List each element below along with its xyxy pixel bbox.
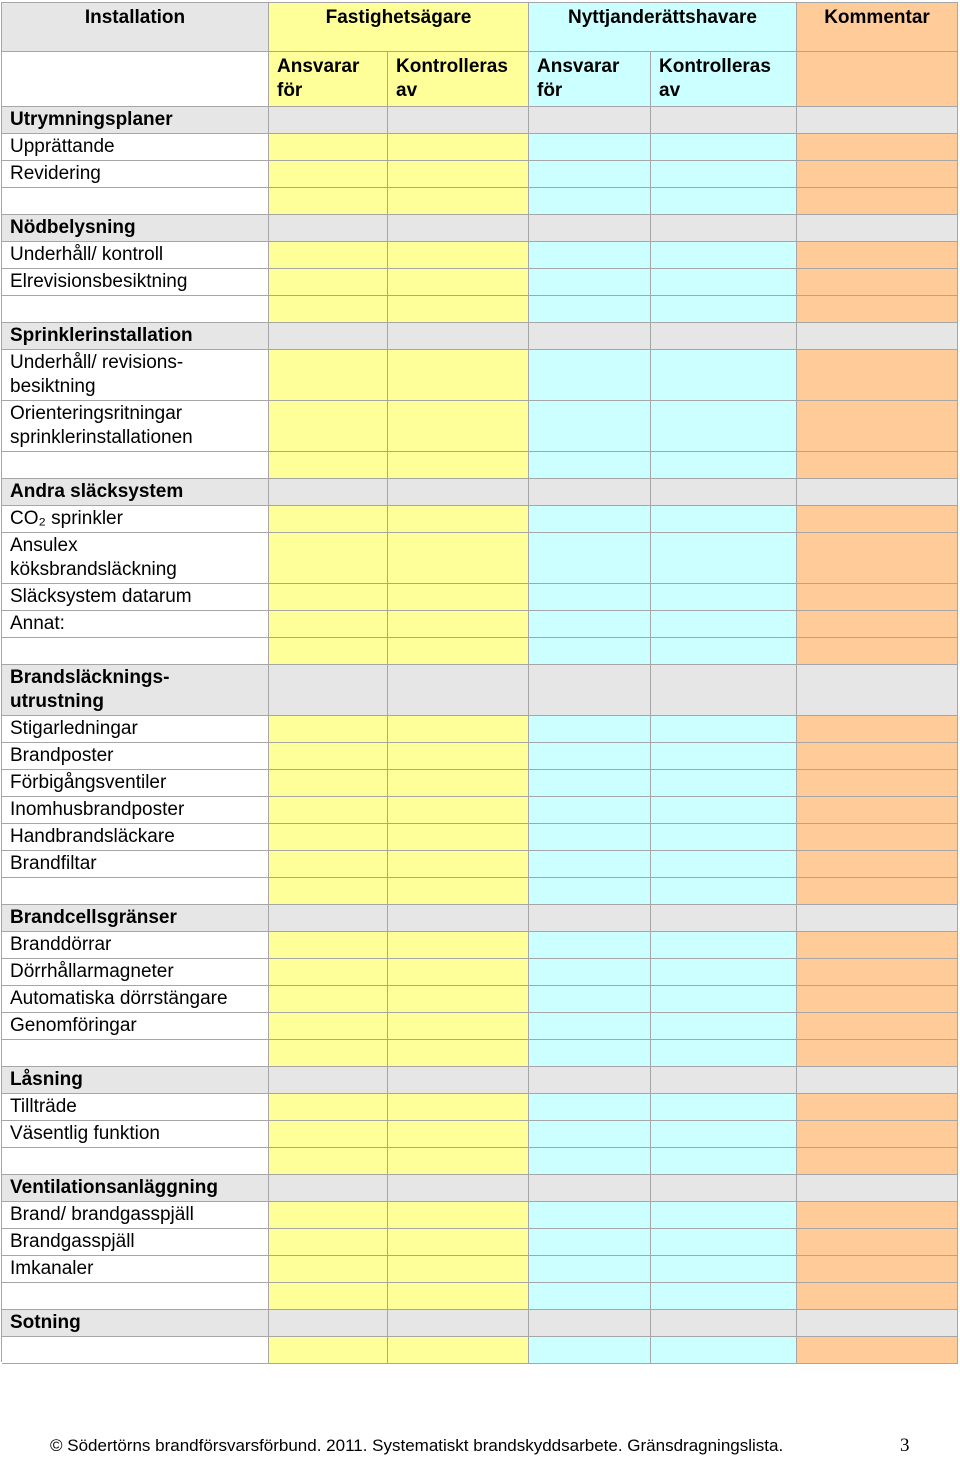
entry-cell bbox=[388, 350, 529, 401]
heading-cell bbox=[797, 479, 958, 506]
heading-cell bbox=[651, 1067, 797, 1094]
entry-cell bbox=[529, 1121, 651, 1148]
entry-cell bbox=[269, 134, 388, 161]
entry-cell bbox=[529, 824, 651, 851]
entry-cell bbox=[269, 242, 388, 269]
entry-cell bbox=[797, 986, 958, 1013]
entry-cell bbox=[651, 1094, 797, 1121]
entry-cell bbox=[269, 1148, 388, 1175]
heading-cell bbox=[797, 1310, 958, 1337]
entry-cell bbox=[269, 1229, 388, 1256]
heading-cell bbox=[797, 905, 958, 932]
entry-cell bbox=[797, 1094, 958, 1121]
heading-cell bbox=[651, 215, 797, 242]
heading-cell bbox=[797, 1067, 958, 1094]
entry-cell bbox=[388, 161, 529, 188]
item-label: CO₂ sprinkler bbox=[2, 506, 269, 533]
entry-cell bbox=[269, 533, 388, 584]
entry-cell bbox=[651, 134, 797, 161]
entry-cell bbox=[529, 797, 651, 824]
entry-cell bbox=[797, 242, 958, 269]
entry-cell bbox=[388, 584, 529, 611]
entry-cell bbox=[269, 986, 388, 1013]
entry-cell bbox=[651, 611, 797, 638]
spacer-row-label bbox=[2, 296, 269, 323]
header-installation: Installation bbox=[2, 3, 269, 52]
heading-cell bbox=[797, 215, 958, 242]
entry-cell bbox=[529, 1202, 651, 1229]
entry-cell bbox=[797, 161, 958, 188]
entry-cell bbox=[529, 269, 651, 296]
entry-cell bbox=[388, 959, 529, 986]
entry-cell bbox=[529, 533, 651, 584]
heading-cell bbox=[529, 1310, 651, 1337]
section-heading: Brandcellsgränser bbox=[2, 905, 269, 932]
entry-cell bbox=[529, 611, 651, 638]
heading-cell bbox=[269, 107, 388, 134]
entry-cell bbox=[651, 797, 797, 824]
entry-cell bbox=[797, 1202, 958, 1229]
entry-cell bbox=[797, 851, 958, 878]
entry-cell bbox=[388, 824, 529, 851]
entry-cell bbox=[388, 1283, 529, 1310]
heading-cell bbox=[269, 479, 388, 506]
heading-cell bbox=[651, 1175, 797, 1202]
spacer-row-label bbox=[2, 878, 269, 905]
entry-cell bbox=[797, 1040, 958, 1067]
heading-cell bbox=[388, 215, 529, 242]
entry-cell bbox=[269, 743, 388, 770]
entry-cell bbox=[651, 242, 797, 269]
entry-cell bbox=[269, 1256, 388, 1283]
heading-cell bbox=[529, 905, 651, 932]
header-owner: Fastighetsägare bbox=[269, 3, 529, 52]
subheader-comment-blank bbox=[797, 52, 958, 107]
entry-cell bbox=[651, 350, 797, 401]
section-heading: Låsning bbox=[2, 1067, 269, 1094]
entry-cell bbox=[651, 959, 797, 986]
entry-cell bbox=[388, 716, 529, 743]
heading-cell bbox=[797, 1175, 958, 1202]
subheader-blank bbox=[2, 52, 269, 107]
entry-cell bbox=[388, 1229, 529, 1256]
entry-cell bbox=[797, 770, 958, 797]
heading-cell bbox=[388, 479, 529, 506]
entry-cell bbox=[529, 1256, 651, 1283]
item-label: Släcksystem datarum bbox=[2, 584, 269, 611]
entry-cell bbox=[269, 638, 388, 665]
entry-cell bbox=[388, 1337, 529, 1364]
entry-cell bbox=[529, 770, 651, 797]
entry-cell bbox=[797, 401, 958, 452]
entry-cell bbox=[651, 1040, 797, 1067]
entry-cell bbox=[529, 401, 651, 452]
heading-cell bbox=[269, 665, 388, 716]
heading-cell bbox=[797, 665, 958, 716]
entry-cell bbox=[388, 506, 529, 533]
entry-cell bbox=[529, 716, 651, 743]
header-user: Nyttjanderättshavare bbox=[529, 3, 797, 52]
entry-cell bbox=[388, 533, 529, 584]
entry-cell bbox=[269, 506, 388, 533]
entry-cell bbox=[388, 932, 529, 959]
item-label: Revidering bbox=[2, 161, 269, 188]
spacer-row-label bbox=[2, 1337, 269, 1364]
item-label: Branddörrar bbox=[2, 932, 269, 959]
entry-cell bbox=[388, 851, 529, 878]
entry-cell bbox=[651, 986, 797, 1013]
entry-cell bbox=[797, 1229, 958, 1256]
entry-cell bbox=[797, 959, 958, 986]
heading-cell bbox=[269, 215, 388, 242]
entry-cell bbox=[651, 188, 797, 215]
entry-cell bbox=[269, 1202, 388, 1229]
heading-cell bbox=[529, 665, 651, 716]
entry-cell bbox=[797, 269, 958, 296]
entry-cell bbox=[388, 242, 529, 269]
entry-cell bbox=[797, 797, 958, 824]
entry-cell bbox=[797, 932, 958, 959]
entry-cell bbox=[529, 296, 651, 323]
entry-cell bbox=[651, 638, 797, 665]
entry-cell bbox=[529, 959, 651, 986]
entry-cell bbox=[269, 584, 388, 611]
entry-cell bbox=[388, 743, 529, 770]
entry-cell bbox=[269, 932, 388, 959]
heading-cell bbox=[269, 323, 388, 350]
entry-cell bbox=[651, 1148, 797, 1175]
spacer-row-label bbox=[2, 638, 269, 665]
heading-cell bbox=[529, 1175, 651, 1202]
entry-cell bbox=[651, 269, 797, 296]
entry-cell bbox=[388, 188, 529, 215]
item-label: Tillträde bbox=[2, 1094, 269, 1121]
entry-cell bbox=[651, 584, 797, 611]
item-label: Brandgasspjäll bbox=[2, 1229, 269, 1256]
item-label: Ansulex köksbrandsläckning bbox=[2, 533, 269, 584]
heading-cell bbox=[388, 1067, 529, 1094]
heading-cell bbox=[269, 905, 388, 932]
section-heading: Sotning bbox=[2, 1310, 269, 1337]
entry-cell bbox=[529, 506, 651, 533]
entry-cell bbox=[797, 824, 958, 851]
entry-cell bbox=[388, 878, 529, 905]
subheader-owner-checked: Kontrolleras av bbox=[388, 52, 529, 107]
entry-cell bbox=[797, 1256, 958, 1283]
entry-cell bbox=[797, 188, 958, 215]
entry-cell bbox=[388, 1202, 529, 1229]
entry-cell bbox=[797, 1148, 958, 1175]
item-label: Brandposter bbox=[2, 743, 269, 770]
entry-cell bbox=[269, 161, 388, 188]
entry-cell bbox=[269, 959, 388, 986]
entry-cell bbox=[651, 533, 797, 584]
entry-cell bbox=[529, 452, 651, 479]
entry-cell bbox=[651, 1283, 797, 1310]
entry-cell bbox=[651, 161, 797, 188]
heading-cell bbox=[651, 905, 797, 932]
heading-cell bbox=[388, 323, 529, 350]
entry-cell bbox=[529, 584, 651, 611]
entry-cell bbox=[269, 1013, 388, 1040]
entry-cell bbox=[797, 878, 958, 905]
spacer-row-label bbox=[2, 1148, 269, 1175]
entry-cell bbox=[269, 716, 388, 743]
entry-cell bbox=[529, 242, 651, 269]
entry-cell bbox=[269, 1094, 388, 1121]
entry-cell bbox=[388, 269, 529, 296]
heading-cell bbox=[388, 665, 529, 716]
entry-cell bbox=[269, 1283, 388, 1310]
entry-cell bbox=[651, 743, 797, 770]
header-comment: Kommentar bbox=[797, 3, 958, 52]
item-label: Imkanaler bbox=[2, 1256, 269, 1283]
heading-cell bbox=[651, 323, 797, 350]
subheader-user-checked: Kontrolleras av bbox=[651, 52, 797, 107]
section-heading: Nödbelysning bbox=[2, 215, 269, 242]
heading-cell bbox=[529, 215, 651, 242]
entry-cell bbox=[529, 638, 651, 665]
entry-cell bbox=[651, 878, 797, 905]
heading-cell bbox=[388, 905, 529, 932]
entry-cell bbox=[388, 770, 529, 797]
entry-cell bbox=[797, 533, 958, 584]
entry-cell bbox=[529, 851, 651, 878]
entry-cell bbox=[269, 770, 388, 797]
section-heading: Andra släcksystem bbox=[2, 479, 269, 506]
entry-cell bbox=[529, 1229, 651, 1256]
entry-cell bbox=[797, 716, 958, 743]
entry-cell bbox=[797, 1013, 958, 1040]
entry-cell bbox=[269, 851, 388, 878]
heading-cell bbox=[529, 107, 651, 134]
entry-cell bbox=[797, 584, 958, 611]
entry-cell bbox=[529, 1148, 651, 1175]
heading-cell bbox=[388, 1310, 529, 1337]
entry-cell bbox=[529, 134, 651, 161]
spacer-row-label bbox=[2, 1283, 269, 1310]
section-heading: Ventilationsanläggning bbox=[2, 1175, 269, 1202]
entry-cell bbox=[529, 1337, 651, 1364]
entry-cell bbox=[651, 296, 797, 323]
entry-cell bbox=[797, 743, 958, 770]
heading-cell bbox=[529, 479, 651, 506]
entry-cell bbox=[797, 452, 958, 479]
entry-cell bbox=[529, 878, 651, 905]
entry-cell bbox=[797, 506, 958, 533]
entry-cell bbox=[388, 638, 529, 665]
entry-cell bbox=[529, 188, 651, 215]
entry-cell bbox=[388, 134, 529, 161]
heading-cell bbox=[651, 665, 797, 716]
entry-cell bbox=[388, 296, 529, 323]
section-heading: Utrymningsplaner bbox=[2, 107, 269, 134]
item-label: Handbrandsläckare bbox=[2, 824, 269, 851]
heading-cell bbox=[651, 479, 797, 506]
spacer-row-label bbox=[2, 188, 269, 215]
entry-cell bbox=[797, 638, 958, 665]
entry-cell bbox=[797, 1283, 958, 1310]
entry-cell bbox=[797, 1121, 958, 1148]
entry-cell bbox=[651, 401, 797, 452]
heading-cell bbox=[269, 1067, 388, 1094]
entry-cell bbox=[269, 878, 388, 905]
item-label: Förbigångsventiler bbox=[2, 770, 269, 797]
entry-cell bbox=[269, 350, 388, 401]
item-label: Dörrhållarmagneter bbox=[2, 959, 269, 986]
spacer-row-label bbox=[2, 452, 269, 479]
page-number: 3 bbox=[900, 1435, 910, 1456]
entry-cell bbox=[269, 1040, 388, 1067]
heading-cell bbox=[797, 107, 958, 134]
entry-cell bbox=[651, 1256, 797, 1283]
entry-cell bbox=[269, 269, 388, 296]
entry-cell bbox=[529, 743, 651, 770]
heading-cell bbox=[388, 1175, 529, 1202]
item-label: Inomhusbrandposter bbox=[2, 797, 269, 824]
heading-cell bbox=[269, 1175, 388, 1202]
entry-cell bbox=[529, 1094, 651, 1121]
entry-cell bbox=[651, 851, 797, 878]
heading-cell bbox=[651, 107, 797, 134]
entry-cell bbox=[651, 1337, 797, 1364]
subheader-user-responsible: Ansvarar för bbox=[529, 52, 651, 107]
entry-cell bbox=[269, 1337, 388, 1364]
heading-cell bbox=[269, 1310, 388, 1337]
entry-cell bbox=[529, 1013, 651, 1040]
subheader-owner-responsible: Ansvarar för bbox=[269, 52, 388, 107]
heading-cell bbox=[797, 323, 958, 350]
item-label: Orienteringsritningar sprinklerinstallationen bbox=[2, 401, 269, 452]
page-footer bbox=[0, 1432, 960, 1460]
entry-cell bbox=[651, 770, 797, 797]
entry-cell bbox=[651, 1229, 797, 1256]
spacer-row-label bbox=[2, 1040, 269, 1067]
entry-cell bbox=[269, 296, 388, 323]
entry-cell bbox=[388, 1121, 529, 1148]
entry-cell bbox=[269, 188, 388, 215]
entry-cell bbox=[529, 1283, 651, 1310]
entry-cell bbox=[529, 350, 651, 401]
entry-cell bbox=[651, 824, 797, 851]
entry-cell bbox=[269, 824, 388, 851]
entry-cell bbox=[388, 1148, 529, 1175]
item-label: Brand/ brandgasspjäll bbox=[2, 1202, 269, 1229]
entry-cell bbox=[651, 1013, 797, 1040]
section-heading: Sprinklerinstallation bbox=[2, 323, 269, 350]
item-label: Brandfiltar bbox=[2, 851, 269, 878]
entry-cell bbox=[388, 1256, 529, 1283]
entry-cell bbox=[529, 161, 651, 188]
entry-cell bbox=[797, 1337, 958, 1364]
entry-cell bbox=[529, 986, 651, 1013]
entry-cell bbox=[269, 452, 388, 479]
heading-cell bbox=[388, 107, 529, 134]
entry-cell bbox=[269, 1121, 388, 1148]
entry-cell bbox=[388, 797, 529, 824]
entry-cell bbox=[797, 611, 958, 638]
entry-cell bbox=[651, 1202, 797, 1229]
item-label: Genomföringar bbox=[2, 1013, 269, 1040]
item-label: Stigarledningar bbox=[2, 716, 269, 743]
entry-cell bbox=[797, 134, 958, 161]
entry-cell bbox=[388, 986, 529, 1013]
entry-cell bbox=[388, 611, 529, 638]
entry-cell bbox=[651, 452, 797, 479]
item-label: Underhåll/ kontroll bbox=[2, 242, 269, 269]
entry-cell bbox=[651, 506, 797, 533]
item-label: Upprättande bbox=[2, 134, 269, 161]
entry-cell bbox=[529, 1040, 651, 1067]
entry-cell bbox=[269, 797, 388, 824]
entry-cell bbox=[651, 716, 797, 743]
entry-cell bbox=[388, 1013, 529, 1040]
entry-cell bbox=[388, 452, 529, 479]
item-label: Elrevisionsbesiktning bbox=[2, 269, 269, 296]
heading-cell bbox=[651, 1310, 797, 1337]
item-label: Underhåll/ revisions- besiktning bbox=[2, 350, 269, 401]
footer-text: © Södertörns brandförsvarsförbund. 2011. Systematiskt brandskyddsarbete. Gränsdragningslista. bbox=[50, 1436, 784, 1455]
entry-cell bbox=[797, 296, 958, 323]
entry-cell bbox=[269, 401, 388, 452]
entry-cell bbox=[797, 350, 958, 401]
item-label: Annat: bbox=[2, 611, 269, 638]
section-heading: Brandsläcknings- utrustning bbox=[2, 665, 269, 716]
entry-cell bbox=[388, 1094, 529, 1121]
heading-cell bbox=[529, 323, 651, 350]
entry-cell bbox=[651, 932, 797, 959]
entry-cell bbox=[651, 1121, 797, 1148]
item-label: Automatiska dörrstängare bbox=[2, 986, 269, 1013]
entry-cell bbox=[388, 401, 529, 452]
entry-cell bbox=[388, 1040, 529, 1067]
entry-cell bbox=[269, 611, 388, 638]
item-label: Väsentlig funktion bbox=[2, 1121, 269, 1148]
entry-cell bbox=[529, 932, 651, 959]
heading-cell bbox=[529, 1067, 651, 1094]
